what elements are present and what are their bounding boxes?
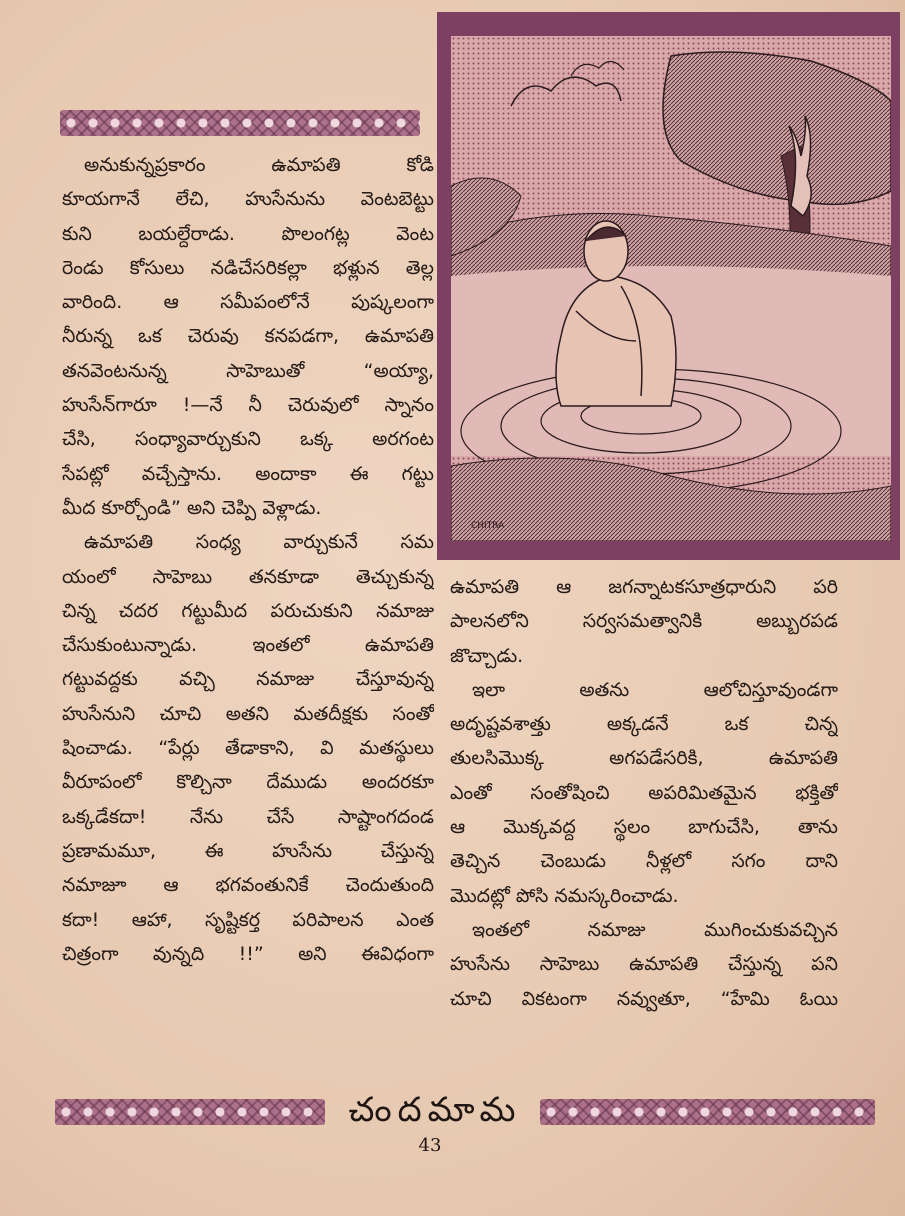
text-line: ప్రణామమూ, ఈ హుసేను చేస్తున్న [62,839,434,862]
text-line: నమాజూ ఆ భగవంతునికే చెందుతుంది [62,874,434,897]
text-line: అదృష్టవశాత్తు అక్కడనే ఒక చిన్న [450,713,838,736]
text-line: నీరున్న ఒక చెరువు కనపడగా, ఉమాపతి [62,325,434,348]
illustrator-signature: CHITRA [471,521,505,531]
text-line: కదా! ఆహా, సృష్టికర్త పరిపాలన ఎంత [62,908,434,931]
text-line: ఆ మొక్కవద్ద స్థలం బాగుచేసి, తాను [450,816,838,839]
text-line: చూచి వికటంగా నవ్వుతూ, “హేమి ఓయి [450,987,838,1010]
text-line: సేపట్లో వచ్చేస్తాను. అందాకా ఈ గట్టు [62,462,434,485]
text-line: మొదట్లో పోసి నమస్కరించాడు. [450,884,679,907]
text-line: అనుకున్నప్రకారం ఉమాపతి కోడి [84,154,434,176]
man-bathing-in-pond-illustration [451,36,891,541]
page-number: 43 [418,1135,442,1156]
text-line: చేసుకుంటున్నాడు. ఇంతలో ఉమాపతి [62,634,434,657]
text-line: యంలో సాహెబు తనకూడా తెచ్చుకున్న [62,565,434,588]
text-line: వారింది. ఆ సమీపంలోనే పుష్కలంగా [62,291,434,314]
text-line: చిత్రంగా వున్నది !!” అని ఈవిధంగా [62,942,434,965]
text-line: తులసిమొక్క అగపడేసరికి, ఉమాపతి [450,747,838,770]
text-line: ఉమాపతి ఆ జగన్నాటకసూత్రధారుని పరి [450,576,838,598]
text-line: చిన్న చదర గట్టుమీద పరుచుకుని నమాజు [62,599,434,622]
text-line: కూయగానే లేచి, హుసేనును వెంటబెట్టు [62,188,434,211]
text-line: ఎంతో సంతోషించి అపరిమితమైన భక్తితో [450,781,838,804]
decorative-border-bottom-right [540,1099,875,1125]
text-line: గట్టువద్దకు వచ్చి నమాజు చేస్తూవున్న [62,668,434,691]
text-line: తనవెంటనున్న సాహెబుతో “అయ్యా, [62,359,434,382]
text-line: హుసేన్‌గారూ !—నే నీ చెరువులో స్నానం [62,394,434,417]
left-text-column [62,148,434,971]
decorative-border-top [60,110,420,136]
decorative-border-bottom-left [55,1099,325,1125]
text-line: షించాడు. “పేర్లు తేడాకాని, వి మతస్థులు [62,737,434,760]
text-line: ఒక్కడేకదా! నేను చేసే సాష్టాంగదండ [62,805,434,828]
text-line: జొచ్చాడు. [450,644,524,667]
text-line: చేసి, సంధ్యావార్చుకుని ఒక్క అరగంట [62,428,434,451]
text-line: కుని బయల్దేరాడు. పొలంగట్ల వెంట [62,222,434,245]
text-line: పాలనలోని సర్వసమత్వానికి అబ్బురపడ [450,610,838,633]
illustration-frame [437,12,900,560]
text-line: మీద కూర్చోండి” అని చెప్పి వెళ్లాడు. [62,496,322,519]
right-text-column [450,570,838,1016]
text-line: ఉమాపతి సంధ్య వార్చుకునే సమ [84,531,434,554]
text-line: హుసేనుని చూచి అతని మతదీక్షకు సంతో [62,702,434,725]
text-line: ఇలా అతను ఆలోచిస్తూవుండగా [472,678,838,701]
text-line: రెండు కోసులు నడిచేసరికల్లా భళ్లున తెల్ల [62,256,434,279]
magazine-title: చందమామ [348,1090,522,1130]
text-line: వీరూపంలో కొల్చినా దేముడు అందరకూ [62,771,434,794]
text-line: తెచ్చిన చెంబుడు నీళ్లలో సగం దాని [450,850,838,873]
text-line: హుసేను సాహెబు ఉమాపతి చేస్తున్న పని [450,953,838,976]
text-line: ఇంతలో నమాజు ముగించుకువచ్చిన [472,918,838,941]
